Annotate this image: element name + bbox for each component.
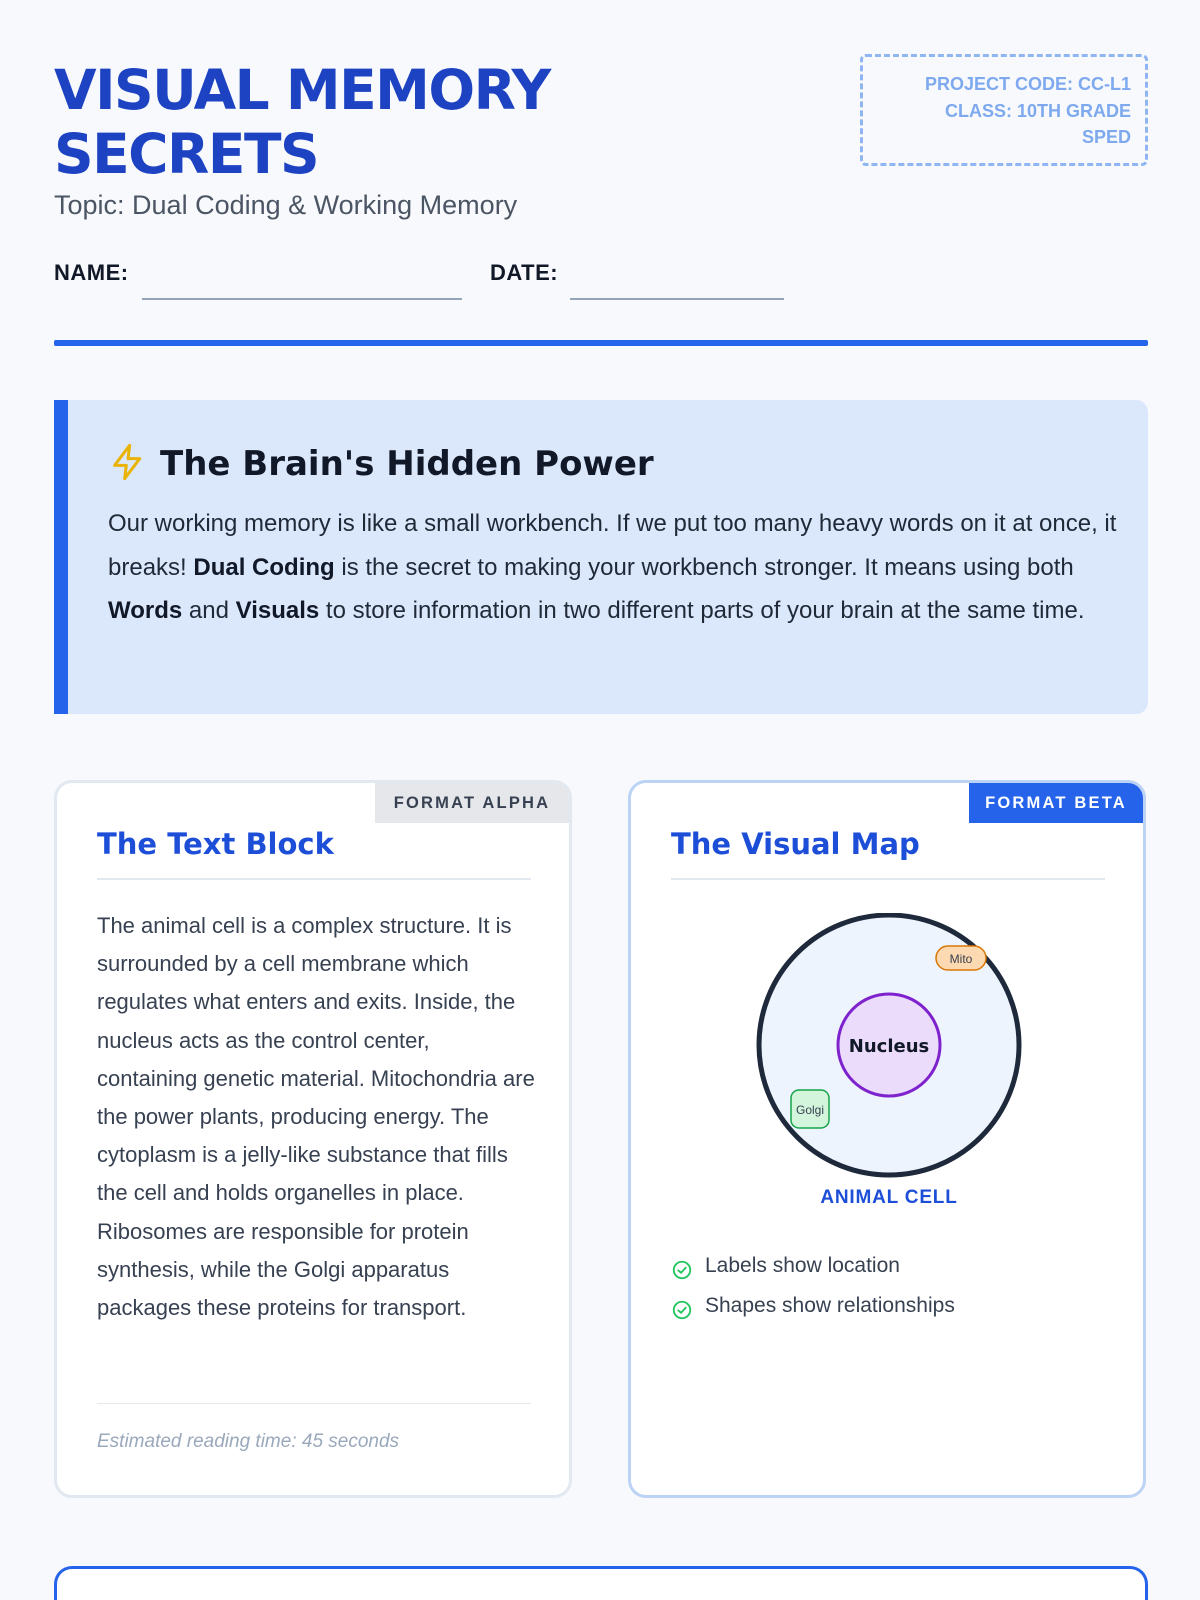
name-field[interactable] [142, 298, 462, 300]
header-divider [54, 340, 1148, 346]
callout-text-part: is the secret to making your workbench stronger. It means using both [334, 553, 1074, 581]
visual-map-checklist [671, 1251, 1111, 1331]
project-code: PROJECT CODE: CC-L1 [924, 74, 1131, 94]
callout-title: The Brain's Hidden Power [160, 444, 654, 484]
reading-time-note: Estimated reading time: 45 seconds [97, 1431, 400, 1452]
callout-bold-words: Words [108, 597, 183, 624]
checklist-label: Shapes show relationships [705, 1294, 955, 1317]
check-circle-icon [671, 1259, 693, 1281]
text-block-body: The animal cell is a complex structure. It is surrounded by a cell membrane which regulates what enters and exits. Inside, the nucleus acts as the control center, containing genetic material. Mitochondria are the power plants, producing energy. The cytoplasm is a jelly-like substance that fills the cell and holds organelles in place. Ribosomes are responsible for protein synthesis, while the Golgi apparatus packages these proteins for transport. [97, 913, 535, 1321]
lightning-bolt-icon [108, 442, 148, 482]
worksheet-page [54, 0, 1148, 1600]
text-block-title: The Text Block [97, 827, 334, 861]
format-beta-badge: FORMAT BETA [969, 783, 1143, 823]
callout-text-part: Our working memory is like a small workbench. If we put too many heavy words on it at once, it breaks! [108, 510, 1117, 581]
next-section-box [54, 1566, 1148, 1600]
card-divider [97, 878, 531, 880]
callout-bold-visuals: Visuals [235, 597, 320, 624]
list-item [671, 1291, 1111, 1331]
nucleus-label: Nucleus [848, 1036, 930, 1057]
name-date-row [54, 260, 854, 300]
brain-power-callout [54, 400, 1148, 714]
visual-map-title: The Visual Map [671, 827, 920, 861]
header [54, 54, 1148, 344]
diagram-caption: ANIMAL CELL [820, 1187, 958, 1208]
class-line-2: SPED [1081, 127, 1131, 147]
topic-subtitle: Topic: Dual Coding & Working Memory [54, 190, 518, 220]
callout-text-part: to store information in two different parts of your brain at the same time. [319, 597, 1085, 624]
class-line-1: CLASS: 10TH GRADE [944, 100, 1131, 121]
list-item [671, 1251, 1111, 1291]
date-label: DATE: [490, 260, 559, 285]
page-title: VISUAL MEMORY SECRETS [54, 58, 550, 186]
format-beta-card [628, 780, 1146, 1498]
format-alpha-badge: FORMAT ALPHA [375, 783, 569, 823]
card-divider [671, 878, 1105, 880]
checklist-label: Labels show location [705, 1254, 900, 1277]
card-footer-divider [97, 1403, 531, 1404]
callout-bold-dual-coding: Dual Coding [193, 553, 335, 581]
date-field[interactable] [570, 298, 784, 300]
callout-text-part: and [182, 597, 236, 624]
name-label: NAME: [54, 260, 129, 285]
check-circle-icon [671, 1299, 693, 1321]
mito-label: Mito [949, 952, 973, 966]
golgi-label: Golgi [795, 1103, 825, 1117]
callout-text [108, 502, 1118, 633]
format-alpha-card [54, 780, 572, 1498]
project-meta-box [860, 54, 1148, 166]
animal-cell-diagram [749, 913, 1029, 1213]
